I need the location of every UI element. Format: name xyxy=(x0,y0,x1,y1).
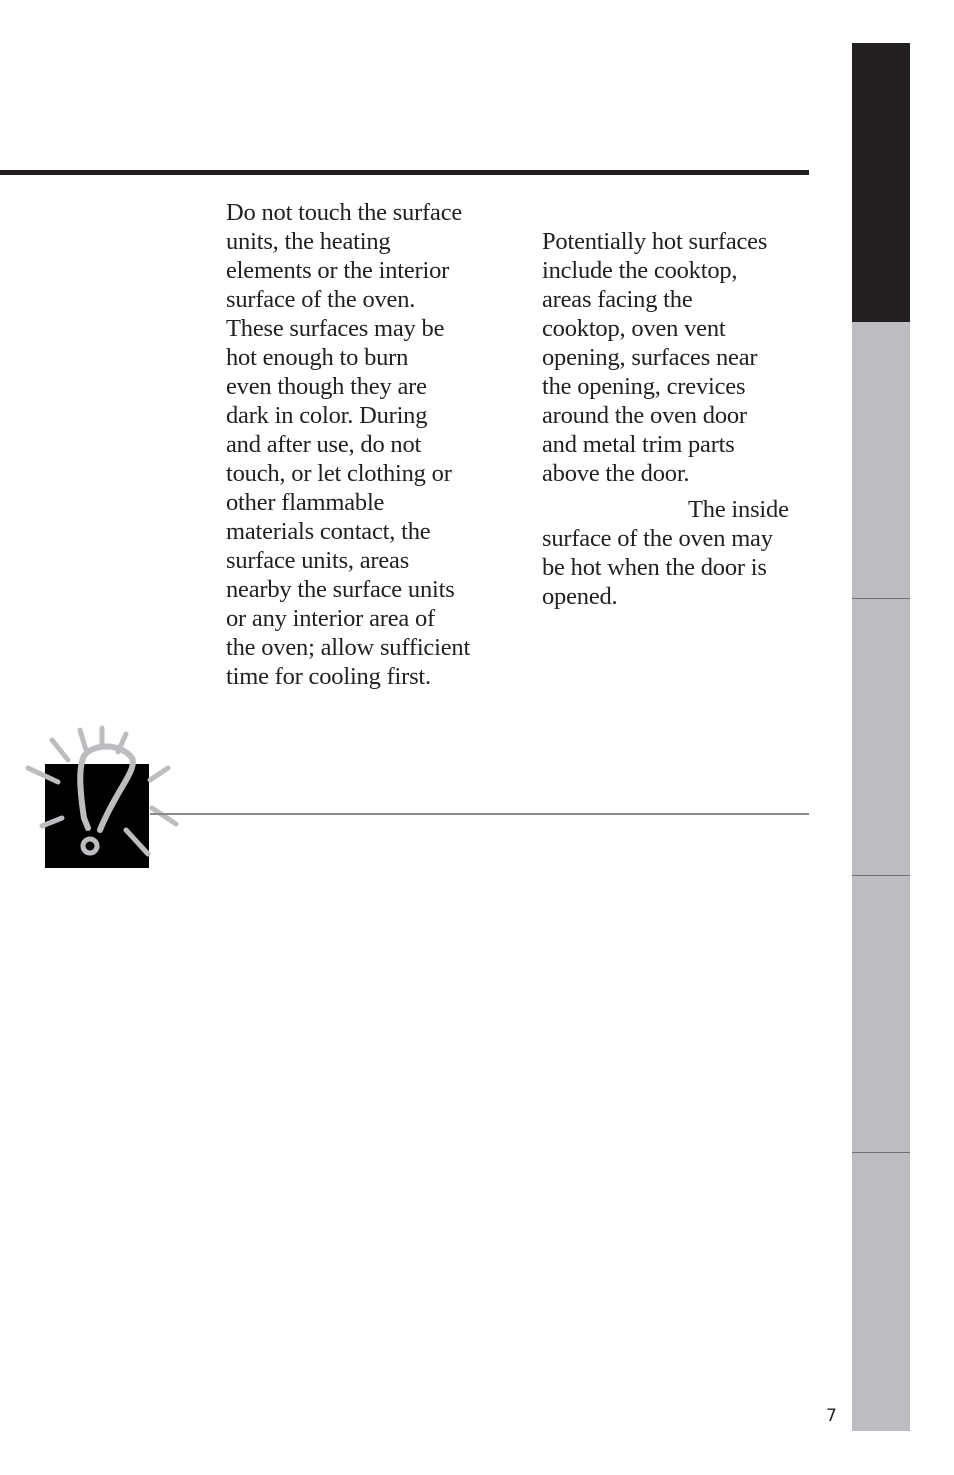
section-top-rule xyxy=(0,170,809,175)
chapter-tab-4[interactable] xyxy=(852,876,910,1153)
warning-exclamation-icon xyxy=(22,722,182,872)
chapter-tab-3[interactable] xyxy=(852,599,910,876)
oven-inside-text: The inside surface of the oven may be hot when the door is opened. xyxy=(542,496,789,610)
chapter-tab-5[interactable] xyxy=(852,1153,910,1431)
chapter-tab-2[interactable] xyxy=(852,322,910,599)
hot-surfaces-paragraph: Potentially hot surfaces include the cooktop, areas facing the cooktop, oven vent opening, surfaces near the opening, crevices around the oven door and metal trim parts above the door. xyxy=(542,228,768,487)
oven-inside-paragraph xyxy=(542,495,810,611)
safety-text-right-column xyxy=(542,198,810,640)
chapter-tab-active[interactable] xyxy=(852,43,910,322)
section-divider-rule xyxy=(150,813,809,815)
page-number: 7 xyxy=(826,1406,837,1426)
safety-text-left-column: Do not touch the surface units, the heating elements or the interior surface of the oven. These surfaces may be hot enough to burn even though they are dark in color. During and after use, do not touch, or let clothing or other flammable materials contact, the surface units, areas nearby the surface units or any interior area of the oven; allow sufficient time for cooling first. xyxy=(226,199,471,690)
chapter-tabs xyxy=(852,43,910,1431)
